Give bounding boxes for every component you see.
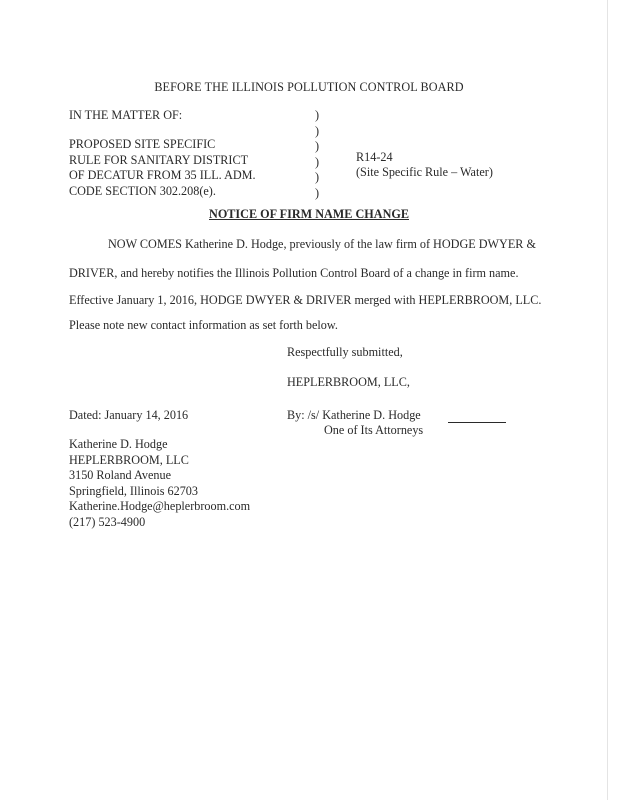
signing-firm: HEPLERBROOM, LLC,	[287, 375, 410, 389]
case-number: R14-24	[356, 150, 393, 164]
paren: )	[315, 139, 320, 153]
board-header: BEFORE THE ILLINOIS POLLUTION CONTROL BOARD	[154, 80, 464, 94]
caption-line: RULE FOR SANITARY DISTRICT	[69, 152, 249, 167]
caption-matter: IN THE MATTER OF:	[69, 108, 183, 122]
paren: )	[315, 108, 320, 122]
caption-line: CODE SECTION 302.208(e).	[69, 183, 216, 198]
closing-text: Respectfully submitted,	[287, 345, 403, 359]
page-edge-line	[607, 0, 608, 800]
caption-line: PROPOSED SITE SPECIFIC	[69, 137, 216, 151]
paren: )	[315, 123, 320, 138]
body-line: Please note new contact information as set forth below.	[69, 318, 338, 332]
paren: )	[315, 170, 320, 184]
contact-phone: (217) 523-4900	[69, 514, 146, 529]
paren: )	[315, 185, 320, 200]
body-line: NOW COMES Katherine D. Hodge, previously of the law firm of HODGE DWYER &	[108, 237, 536, 251]
contact-firm: HEPLERBROOM, LLC	[69, 452, 189, 467]
dated-line: Dated: January 14, 2016	[69, 408, 189, 422]
signatory-title: One of Its Attorneys	[324, 423, 424, 437]
body-line: Effective January 1, 2016, HODGE DWYER & DRIVER merged with HEPLERBROOM, LLC.	[69, 293, 542, 307]
contact-street: 3150 Roland Avenue	[69, 468, 171, 482]
body-line: DRIVER, and hereby notifies the Illinois Pollution Control Board of a change in firm name.	[69, 266, 519, 280]
contact-name: Katherine D. Hodge	[69, 437, 168, 451]
caption-line: OF DECATUR FROM 35 ILL. ADM.	[69, 168, 256, 182]
contact-email: Katherine.Hodge@heplerbroom.com	[69, 499, 251, 513]
caption-parentheses	[315, 108, 319, 201]
contact-block	[69, 437, 250, 530]
signature-underline	[448, 422, 506, 423]
case-description: (Site Specific Rule – Water)	[356, 165, 493, 179]
notice-title: NOTICE OF FIRM NAME CHANGE	[209, 207, 409, 221]
signature-by-line: By: /s/ Katherine D. Hodge	[287, 408, 421, 422]
contact-city: Springfield, Illinois 62703	[69, 483, 198, 498]
caption-lines	[69, 137, 256, 199]
paren: )	[315, 154, 320, 169]
